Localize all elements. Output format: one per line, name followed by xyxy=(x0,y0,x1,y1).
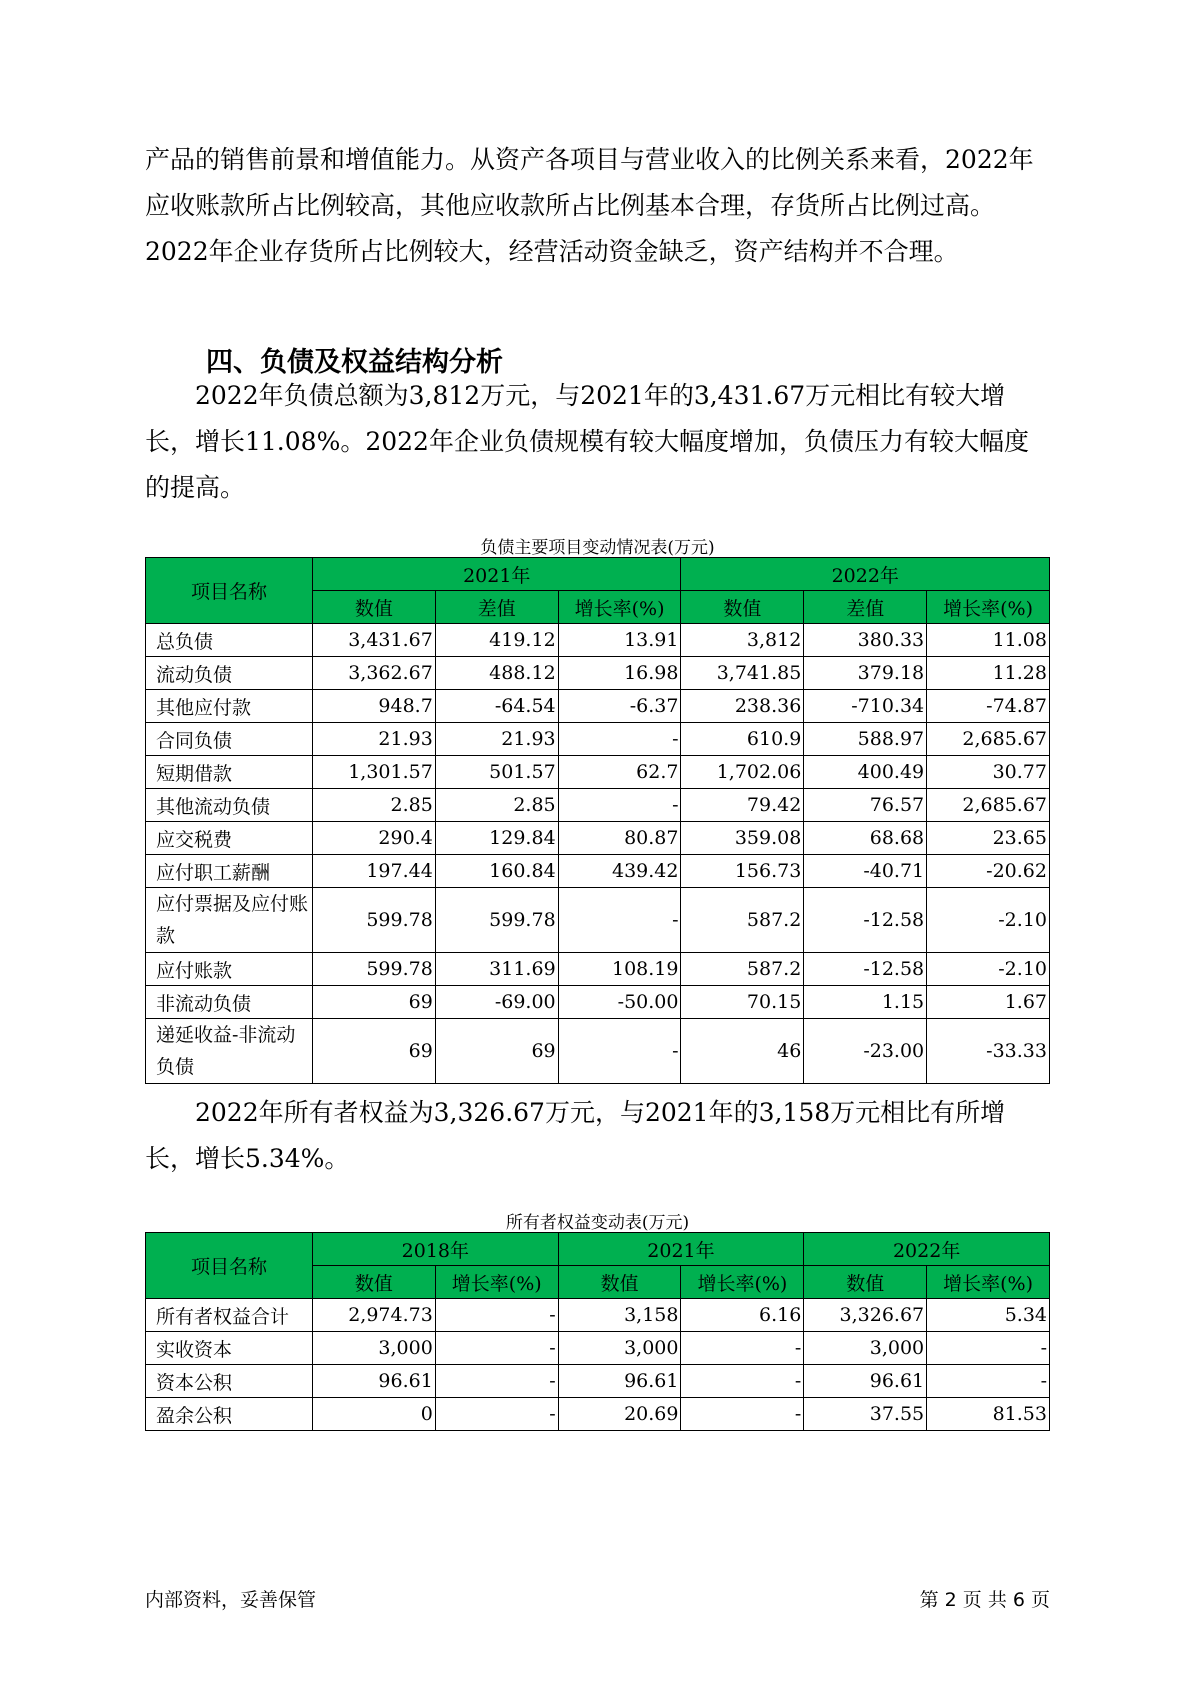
table-cell: 501.57 xyxy=(435,756,558,789)
table-cell: 37.55 xyxy=(804,1398,927,1431)
table-cell: -12.58 xyxy=(804,888,927,953)
row-label: 总负债 xyxy=(146,624,313,657)
footer-page-number: 第 2 页 共 6 页 xyxy=(919,1589,1050,1611)
column-header: 增长率(%) xyxy=(927,1266,1050,1299)
equity-table xyxy=(145,1232,1050,1431)
table-cell: 80.87 xyxy=(558,822,681,855)
table-cell: 3,158 xyxy=(558,1299,681,1332)
liability-paragraph: 2022年负债总额为3,812万元，与2021年的3,431.67万元相比有较大增长，增长11.08%。2022年企业负债规模有较大幅度增加，负债压力有较大幅度的提高。 xyxy=(145,381,1029,502)
table-cell: 30.77 xyxy=(927,756,1050,789)
table-row xyxy=(146,1299,1050,1332)
table-cell: -2.10 xyxy=(927,888,1050,953)
liability-table xyxy=(145,557,1050,1084)
table-cell: - xyxy=(435,1332,558,1365)
table-cell: 5.34 xyxy=(927,1299,1050,1332)
table-cell: 79.42 xyxy=(681,789,804,822)
table-cell: 11.28 xyxy=(927,657,1050,690)
table-cell: 3,812 xyxy=(681,624,804,657)
column-header: 增长率(%) xyxy=(558,591,681,624)
table-cell: -64.54 xyxy=(435,690,558,723)
table-cell: - xyxy=(927,1365,1050,1398)
table-cell: -69.00 xyxy=(435,986,558,1019)
table-cell: 20.69 xyxy=(558,1398,681,1431)
table-cell: -40.71 xyxy=(804,855,927,888)
table-cell: - xyxy=(558,723,681,756)
column-header: 增长率(%) xyxy=(435,1266,558,1299)
year-header: 2022年 xyxy=(681,558,1050,591)
table-cell: -23.00 xyxy=(804,1019,927,1084)
row-label: 应付票据及应付账款 xyxy=(146,888,313,953)
table-cell: -710.34 xyxy=(804,690,927,723)
column-header: 数值 xyxy=(313,1266,436,1299)
row-label: 所有者权益合计 xyxy=(146,1299,313,1332)
item-name-header: 项目名称 xyxy=(146,558,313,624)
table-cell: 3,362.67 xyxy=(313,657,436,690)
table-cell: 21.93 xyxy=(313,723,436,756)
table-cell: - xyxy=(681,1332,804,1365)
table-cell: 81.53 xyxy=(927,1398,1050,1431)
row-label: 实收资本 xyxy=(146,1332,313,1365)
table-row xyxy=(146,986,1050,1019)
table-cell: 69 xyxy=(313,1019,436,1084)
table-cell: 588.97 xyxy=(804,723,927,756)
row-label: 应付职工薪酬 xyxy=(146,855,313,888)
table-row xyxy=(146,1398,1050,1431)
column-header: 差值 xyxy=(435,591,558,624)
table-cell: 1,702.06 xyxy=(681,756,804,789)
table-row xyxy=(146,855,1050,888)
table-cell: 96.61 xyxy=(313,1365,436,1398)
table-cell: 599.78 xyxy=(313,953,436,986)
table-cell: 599.78 xyxy=(435,888,558,953)
table-cell: 3,326.67 xyxy=(804,1299,927,1332)
column-header: 增长率(%) xyxy=(927,591,1050,624)
row-label: 其他应付款 xyxy=(146,690,313,723)
table-row xyxy=(146,723,1050,756)
intro-paragraph: 产品的销售前景和增值能力。从资产各项目与营业收入的比例关系来看，2022年应收账款所占比例较高，其他应收款所占比例基本合理，存货所占比例过高。2022年企业存货所占比例较大，经营活动资金缺乏，资产结构并不合理。 xyxy=(145,145,1034,266)
table-cell: 68.68 xyxy=(804,822,927,855)
table-cell: 108.19 xyxy=(558,953,681,986)
liability-table-caption: 负债主要项目变动情况表(万元) xyxy=(480,538,715,558)
item-name-header: 项目名称 xyxy=(146,1233,313,1299)
table-cell: 21.93 xyxy=(435,723,558,756)
table-cell: 3,000 xyxy=(558,1332,681,1365)
table-cell: -33.33 xyxy=(927,1019,1050,1084)
table-cell: 3,741.85 xyxy=(681,657,804,690)
column-header: 数值 xyxy=(558,1266,681,1299)
row-label: 递延收益-非流动负债 xyxy=(146,1019,313,1084)
year-header: 2018年 xyxy=(313,1233,559,1266)
table-cell: 46 xyxy=(681,1019,804,1084)
table-cell: 156.73 xyxy=(681,855,804,888)
table-cell: 2,685.67 xyxy=(927,723,1050,756)
table-cell: 13.91 xyxy=(558,624,681,657)
table-cell: 380.33 xyxy=(804,624,927,657)
table-cell: - xyxy=(435,1398,558,1431)
table-cell: 76.57 xyxy=(804,789,927,822)
table-cell: 70.15 xyxy=(681,986,804,1019)
table-cell: - xyxy=(558,888,681,953)
year-header: 2021年 xyxy=(558,1233,804,1266)
equity-table-body xyxy=(146,1299,1050,1431)
row-label: 流动负债 xyxy=(146,657,313,690)
table-row xyxy=(146,953,1050,986)
row-label: 短期借款 xyxy=(146,756,313,789)
table-cell: 6.16 xyxy=(681,1299,804,1332)
table-cell: 359.08 xyxy=(681,822,804,855)
column-header: 差值 xyxy=(804,591,927,624)
section-heading: 四、负债及权益结构分析 xyxy=(206,347,503,378)
table-cell: 488.12 xyxy=(435,657,558,690)
table-row xyxy=(146,624,1050,657)
table-cell: 610.9 xyxy=(681,723,804,756)
table-cell: 129.84 xyxy=(435,822,558,855)
table-cell: - xyxy=(681,1398,804,1431)
table-cell: 311.69 xyxy=(435,953,558,986)
table-cell: -74.87 xyxy=(927,690,1050,723)
table-cell: 2.85 xyxy=(435,789,558,822)
table-cell: 587.2 xyxy=(681,888,804,953)
table-row xyxy=(146,756,1050,789)
table-row xyxy=(146,1365,1050,1398)
table-cell: - xyxy=(435,1299,558,1332)
footer-confidential-note: 内部资料，妥善保管 xyxy=(145,1589,317,1611)
liability-table-body xyxy=(146,624,1050,1084)
table-cell: 2,685.67 xyxy=(927,789,1050,822)
row-label: 应付账款 xyxy=(146,953,313,986)
table-cell: 290.4 xyxy=(313,822,436,855)
table-cell: 2,974.73 xyxy=(313,1299,436,1332)
table-cell: 599.78 xyxy=(313,888,436,953)
table-cell: 3,000 xyxy=(313,1332,436,1365)
table-cell: 69 xyxy=(313,986,436,1019)
row-label: 资本公积 xyxy=(146,1365,313,1398)
table-cell: 96.61 xyxy=(804,1365,927,1398)
column-header: 增长率(%) xyxy=(681,1266,804,1299)
row-label: 盈余公积 xyxy=(146,1398,313,1431)
row-label: 其他流动负债 xyxy=(146,789,313,822)
table-row xyxy=(146,822,1050,855)
table-cell: -2.10 xyxy=(927,953,1050,986)
table-cell: - xyxy=(558,1019,681,1084)
table-cell: 400.49 xyxy=(804,756,927,789)
table-cell: 23.65 xyxy=(927,822,1050,855)
table-cell: -20.62 xyxy=(927,855,1050,888)
table-row xyxy=(146,690,1050,723)
table-cell: 16.98 xyxy=(558,657,681,690)
table-cell: 1,301.57 xyxy=(313,756,436,789)
table-row xyxy=(146,1019,1050,1084)
equity-paragraph: 2022年所有者权益为3,326.67万元，与2021年的3,158万元相比有所增长，增长5.34%。 xyxy=(145,1098,1006,1173)
year-header: 2022年 xyxy=(804,1233,1050,1266)
table-row xyxy=(146,1332,1050,1365)
table-cell: 3,431.67 xyxy=(313,624,436,657)
row-label: 合同负债 xyxy=(146,723,313,756)
row-label: 非流动负债 xyxy=(146,986,313,1019)
table-cell: 948.7 xyxy=(313,690,436,723)
table-cell: 1.15 xyxy=(804,986,927,1019)
table-cell: 1.67 xyxy=(927,986,1050,1019)
column-header: 数值 xyxy=(681,591,804,624)
table-cell: 62.7 xyxy=(558,756,681,789)
table-cell: 587.2 xyxy=(681,953,804,986)
table-cell: - xyxy=(435,1365,558,1398)
table-cell: 2.85 xyxy=(313,789,436,822)
table-cell: 160.84 xyxy=(435,855,558,888)
table-cell: 0 xyxy=(313,1398,436,1431)
equity-table-caption: 所有者权益变动表(万元) xyxy=(505,1213,690,1233)
table-cell: -12.58 xyxy=(804,953,927,986)
table-cell: 11.08 xyxy=(927,624,1050,657)
table-row xyxy=(146,657,1050,690)
table-cell: 3,000 xyxy=(804,1332,927,1365)
table-cell: 69 xyxy=(435,1019,558,1084)
table-cell: 379.18 xyxy=(804,657,927,690)
table-row xyxy=(146,888,1050,953)
column-header: 数值 xyxy=(313,591,436,624)
column-header: 数值 xyxy=(804,1266,927,1299)
table-cell: -6.37 xyxy=(558,690,681,723)
table-cell: 238.36 xyxy=(681,690,804,723)
table-cell: -50.00 xyxy=(558,986,681,1019)
table-cell: - xyxy=(681,1365,804,1398)
row-label: 应交税费 xyxy=(146,822,313,855)
year-header: 2021年 xyxy=(313,558,681,591)
table-cell: 96.61 xyxy=(558,1365,681,1398)
table-row xyxy=(146,789,1050,822)
table-cell: - xyxy=(558,789,681,822)
table-cell: 197.44 xyxy=(313,855,436,888)
table-cell: - xyxy=(927,1332,1050,1365)
table-cell: 419.12 xyxy=(435,624,558,657)
table-cell: 439.42 xyxy=(558,855,681,888)
